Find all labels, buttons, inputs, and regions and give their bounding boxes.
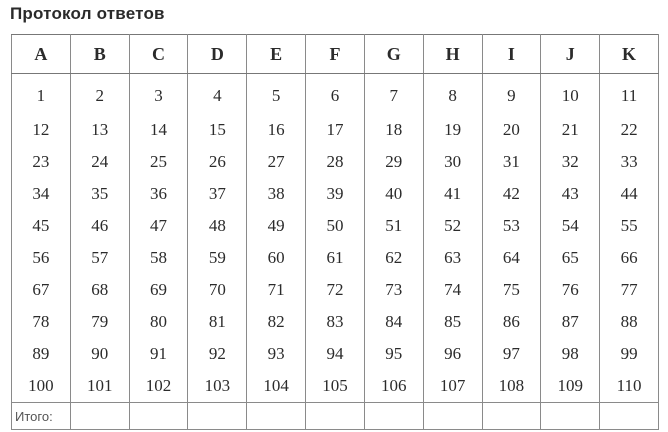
page-title: Протокол ответов <box>10 4 165 23</box>
question-number-cell[interactable]: 93 <box>247 338 306 370</box>
question-number-cell[interactable]: 1 <box>12 74 71 115</box>
question-number-cell[interactable]: 9 <box>482 74 541 115</box>
question-number-cell[interactable]: 89 <box>12 338 71 370</box>
column-header: A <box>12 35 71 74</box>
question-number-cell[interactable]: 85 <box>423 306 482 338</box>
question-number-cell[interactable]: 80 <box>129 306 188 338</box>
question-number-cell[interactable]: 41 <box>423 178 482 210</box>
question-number-cell[interactable]: 79 <box>70 306 129 338</box>
question-number-cell[interactable]: 55 <box>600 210 659 242</box>
question-number-cell[interactable]: 98 <box>541 338 600 370</box>
question-number-cell[interactable]: 58 <box>129 242 188 274</box>
question-number-cell[interactable]: 23 <box>12 146 71 178</box>
question-number-cell[interactable]: 42 <box>482 178 541 210</box>
answer-grid-body <box>12 74 659 430</box>
question-number-cell[interactable]: 47 <box>129 210 188 242</box>
question-number-cell[interactable]: 103 <box>188 370 247 403</box>
question-number-cell[interactable]: 3 <box>129 74 188 115</box>
question-number-cell[interactable]: 61 <box>306 242 365 274</box>
column-header: C <box>129 35 188 74</box>
question-number-cell[interactable]: 28 <box>306 146 365 178</box>
question-number-cell[interactable]: 17 <box>306 114 365 146</box>
question-number-cell[interactable]: 56 <box>12 242 71 274</box>
question-number-cell[interactable]: 32 <box>541 146 600 178</box>
question-number-cell[interactable]: 106 <box>364 370 423 403</box>
question-number-cell[interactable]: 19 <box>423 114 482 146</box>
column-header: F <box>306 35 365 74</box>
question-number-cell[interactable]: 10 <box>541 74 600 115</box>
question-number-cell[interactable]: 50 <box>306 210 365 242</box>
question-number-cell[interactable]: 72 <box>306 274 365 306</box>
question-number-cell[interactable]: 60 <box>247 242 306 274</box>
question-number-cell[interactable]: 33 <box>600 146 659 178</box>
question-number-cell[interactable]: 2 <box>70 74 129 115</box>
question-number-cell[interactable]: 76 <box>541 274 600 306</box>
question-number-cell[interactable]: 100 <box>12 370 71 403</box>
question-number-cell[interactable]: 104 <box>247 370 306 403</box>
number-row <box>12 306 659 338</box>
question-number-cell[interactable]: 110 <box>600 370 659 403</box>
question-number-cell[interactable]: 86 <box>482 306 541 338</box>
question-number-cell[interactable]: 44 <box>600 178 659 210</box>
question-number-cell[interactable]: 8 <box>423 74 482 115</box>
question-number-cell[interactable]: 77 <box>600 274 659 306</box>
question-number-cell[interactable]: 22 <box>600 114 659 146</box>
column-header: B <box>70 35 129 74</box>
question-number-cell[interactable]: 7 <box>364 74 423 115</box>
column-header: I <box>482 35 541 74</box>
question-number-cell[interactable]: 29 <box>364 146 423 178</box>
question-number-cell[interactable]: 43 <box>541 178 600 210</box>
question-number-cell[interactable]: 54 <box>541 210 600 242</box>
column-header: E <box>247 35 306 74</box>
question-number-cell[interactable]: 74 <box>423 274 482 306</box>
question-number-cell[interactable]: 78 <box>12 306 71 338</box>
column-header: H <box>423 35 482 74</box>
question-number-cell[interactable]: 27 <box>247 146 306 178</box>
question-number-cell[interactable]: 84 <box>364 306 423 338</box>
question-number-cell[interactable]: 83 <box>306 306 365 338</box>
question-number-cell[interactable]: 34 <box>12 178 71 210</box>
question-number-cell[interactable]: 38 <box>247 178 306 210</box>
total-cell[interactable] <box>600 403 659 430</box>
column-header: D <box>188 35 247 74</box>
question-number-cell[interactable]: 65 <box>541 242 600 274</box>
question-number-cell[interactable]: 49 <box>247 210 306 242</box>
question-number-cell[interactable]: 45 <box>12 210 71 242</box>
question-number-cell[interactable]: 66 <box>600 242 659 274</box>
question-number-cell[interactable]: 40 <box>364 178 423 210</box>
answer-grid-table <box>11 34 659 430</box>
column-header: J <box>541 35 600 74</box>
question-number-cell[interactable]: 81 <box>188 306 247 338</box>
question-number-cell[interactable]: 107 <box>423 370 482 403</box>
question-number-cell[interactable]: 105 <box>306 370 365 403</box>
number-row <box>12 370 659 403</box>
question-number-cell[interactable]: 25 <box>129 146 188 178</box>
column-header: K <box>600 35 659 74</box>
question-number-cell[interactable]: 51 <box>364 210 423 242</box>
question-number-cell[interactable]: 63 <box>423 242 482 274</box>
number-row <box>12 74 659 115</box>
question-number-cell[interactable]: 109 <box>541 370 600 403</box>
question-number-cell[interactable]: 31 <box>482 146 541 178</box>
total-row <box>12 403 659 430</box>
question-number-cell[interactable]: 39 <box>306 178 365 210</box>
number-row <box>12 146 659 178</box>
total-cell[interactable] <box>188 403 247 430</box>
total-cell[interactable] <box>70 403 129 430</box>
question-number-cell[interactable]: 102 <box>129 370 188 403</box>
question-number-cell[interactable]: 16 <box>247 114 306 146</box>
question-number-cell[interactable]: 75 <box>482 274 541 306</box>
question-number-cell[interactable]: 37 <box>188 178 247 210</box>
question-number-cell[interactable]: 21 <box>541 114 600 146</box>
question-number-cell[interactable]: 53 <box>482 210 541 242</box>
question-number-cell[interactable]: 64 <box>482 242 541 274</box>
question-number-cell[interactable]: 6 <box>306 74 365 115</box>
question-number-cell[interactable]: 101 <box>70 370 129 403</box>
question-number-cell[interactable]: 13 <box>70 114 129 146</box>
question-number-cell[interactable]: 87 <box>541 306 600 338</box>
question-number-cell[interactable]: 20 <box>482 114 541 146</box>
question-number-cell[interactable]: 94 <box>306 338 365 370</box>
question-number-cell[interactable]: 70 <box>188 274 247 306</box>
question-number-cell[interactable]: 108 <box>482 370 541 403</box>
question-number-cell[interactable]: 15 <box>188 114 247 146</box>
number-row <box>12 178 659 210</box>
question-number-cell[interactable]: 97 <box>482 338 541 370</box>
question-number-cell[interactable]: 59 <box>188 242 247 274</box>
question-number-cell[interactable]: 48 <box>188 210 247 242</box>
total-cell[interactable] <box>423 403 482 430</box>
question-number-cell[interactable]: 24 <box>70 146 129 178</box>
question-number-cell[interactable]: 88 <box>600 306 659 338</box>
question-number-cell[interactable]: 57 <box>70 242 129 274</box>
total-cell[interactable] <box>129 403 188 430</box>
total-cell[interactable] <box>247 403 306 430</box>
total-cell[interactable] <box>541 403 600 430</box>
total-cell[interactable] <box>482 403 541 430</box>
question-number-cell[interactable]: 30 <box>423 146 482 178</box>
question-number-cell[interactable]: 36 <box>129 178 188 210</box>
number-row <box>12 242 659 274</box>
question-number-cell[interactable]: 11 <box>600 74 659 115</box>
question-number-cell[interactable]: 68 <box>70 274 129 306</box>
question-number-cell[interactable]: 4 <box>188 74 247 115</box>
question-number-cell[interactable]: 12 <box>12 114 71 146</box>
question-number-cell[interactable]: 82 <box>247 306 306 338</box>
question-number-cell[interactable]: 91 <box>129 338 188 370</box>
number-row <box>12 338 659 370</box>
question-number-cell[interactable]: 90 <box>70 338 129 370</box>
question-number-cell[interactable]: 67 <box>12 274 71 306</box>
total-cell[interactable] <box>364 403 423 430</box>
column-header-row <box>12 35 659 74</box>
question-number-cell[interactable]: 99 <box>600 338 659 370</box>
question-number-cell[interactable]: 26 <box>188 146 247 178</box>
total-label: Итого: <box>12 403 71 430</box>
number-row <box>12 114 659 146</box>
question-number-cell[interactable]: 62 <box>364 242 423 274</box>
question-number-cell[interactable]: 73 <box>364 274 423 306</box>
number-row <box>12 274 659 306</box>
question-number-cell[interactable]: 52 <box>423 210 482 242</box>
number-row <box>12 210 659 242</box>
question-number-cell[interactable]: 95 <box>364 338 423 370</box>
question-number-cell[interactable]: 5 <box>247 74 306 115</box>
question-number-cell[interactable]: 69 <box>129 274 188 306</box>
question-number-cell[interactable]: 96 <box>423 338 482 370</box>
column-header: G <box>364 35 423 74</box>
question-number-cell[interactable]: 71 <box>247 274 306 306</box>
question-number-cell[interactable]: 92 <box>188 338 247 370</box>
total-cell[interactable] <box>306 403 365 430</box>
question-number-cell[interactable]: 35 <box>70 178 129 210</box>
question-number-cell[interactable]: 18 <box>364 114 423 146</box>
question-number-cell[interactable]: 46 <box>70 210 129 242</box>
question-number-cell[interactable]: 14 <box>129 114 188 146</box>
